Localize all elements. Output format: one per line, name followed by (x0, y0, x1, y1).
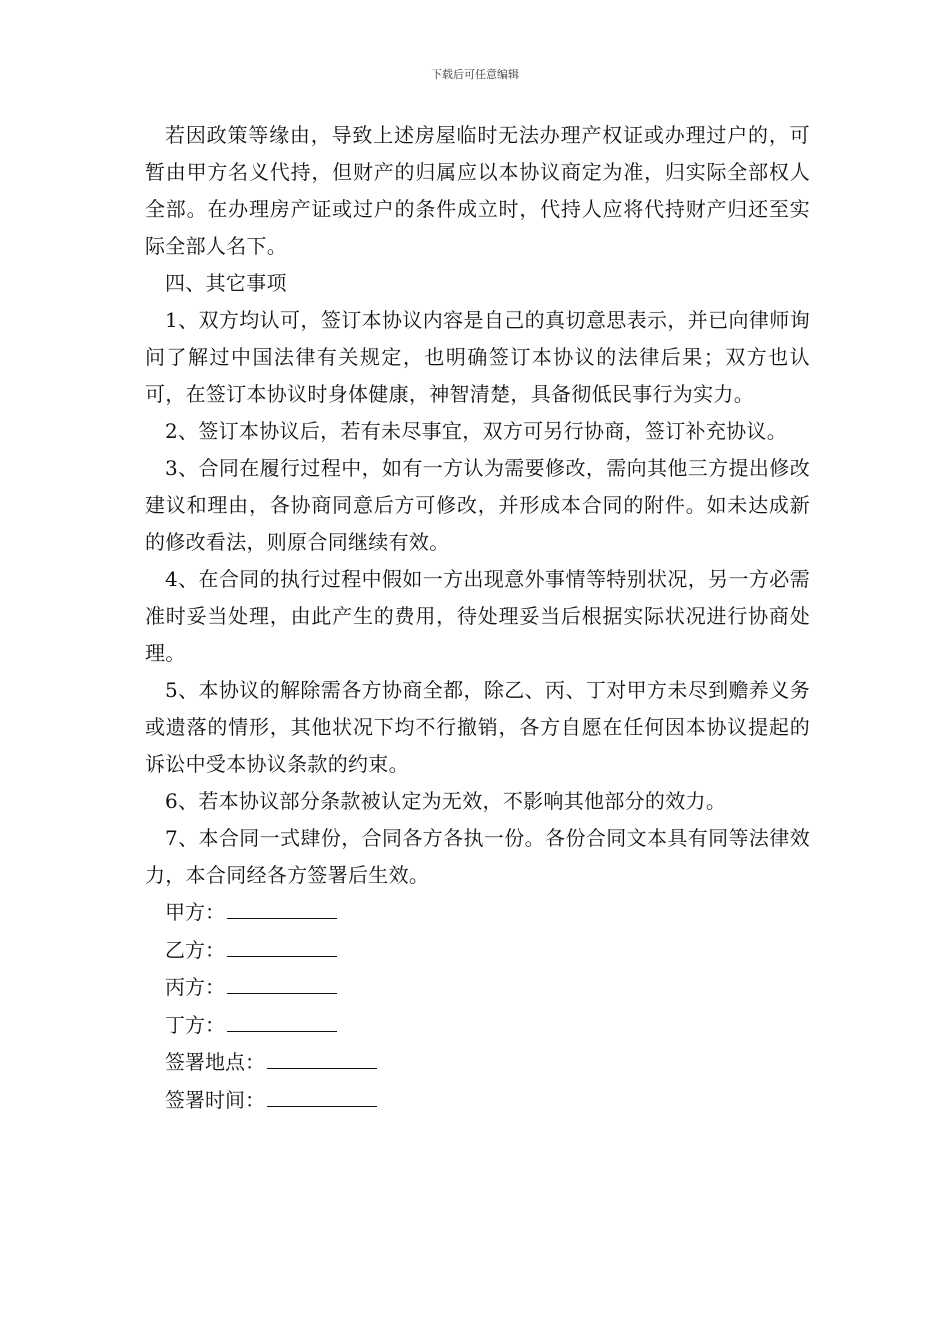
signature-label: 乙方： (165, 937, 225, 962)
clause-4: 4、在合同的执行过程中假如一方出现意外事情等特别状况，另一方必需准时妥当处理，由此产生的费用，待处理妥当后根据实际状况进行协商处理。 (145, 567, 810, 665)
clause-3: 3、合同在履行过程中，如有一方认为需要修改，需向其他三方提出修改建议和理由，各协商同意后方可修改，并形成本合同的附件。如未达成新的修改看法，则原合同继续有效。 (145, 456, 810, 554)
clause-5: 5、本协议的解除需各方协商全都，除乙、丙、丁对甲方未尽到赡养义务或遗落的情形，其他状况下均不行撤销，各方自愿在任何因本协议提起的诉讼中受本协议条款的约束。 (145, 678, 810, 776)
signature-blank[interactable] (227, 936, 337, 957)
paragraph-ownership: 若因政策等缘由，导致上述房屋临时无法办理产权证或办理过户的，可暂由甲方名义代持，但财产的归属应以本协议商定为准，归实际全部权人全部。在办理房产证或过户的条件成立时，代持人应将代持财产归还至实际全部人名下。 (145, 123, 810, 258)
signing-time-label: 签署时间： (165, 1087, 265, 1112)
signature-label: 丁方： (165, 1012, 225, 1037)
signature-line-party-c (145, 969, 810, 1007)
clause-6: 6、若本协议部分条款被认定为无效，不影响其他部分的效力。 (165, 789, 727, 813)
clause-7: 7、本合同一式肆份，合同各方各执一份。各份合同文本具有同等法律效力，本合同经各方签署后生效。 (145, 826, 810, 887)
page-header: 下载后可任意编辑 (431, 68, 519, 81)
signature-blank[interactable] (227, 973, 337, 994)
signing-place-line (145, 1044, 810, 1082)
signing-time-blank[interactable] (267, 1086, 377, 1107)
signature-label: 甲方： (165, 900, 225, 924)
signature-line-party-d (145, 1007, 810, 1045)
document-body (145, 117, 810, 1119)
signing-time-line (145, 1082, 810, 1120)
clause-1: 1、双方均认可，签订本协议内容是自己的真切意思表示，并已向律师询问了解过中国法律有关规定，也明确签订本协议的法律后果；双方也认可，在签订本协议时身体健康，神智清楚，具备彻低民事行为实力。 (145, 308, 810, 406)
signing-place-label: 签署地点： (165, 1050, 265, 1074)
signature-blank[interactable] (227, 898, 337, 919)
section-heading-other-matters: 四、其它事项 (165, 271, 287, 295)
signature-blank[interactable] (227, 1011, 337, 1032)
signature-line-party-a (145, 894, 810, 932)
signature-label: 丙方： (165, 975, 225, 999)
signature-line-party-b (145, 932, 810, 970)
clause-2: 2、签订本协议后，若有未尽事宜，双方可另行协商，签订补充协议。 (165, 419, 788, 443)
signing-place-blank[interactable] (267, 1048, 377, 1069)
